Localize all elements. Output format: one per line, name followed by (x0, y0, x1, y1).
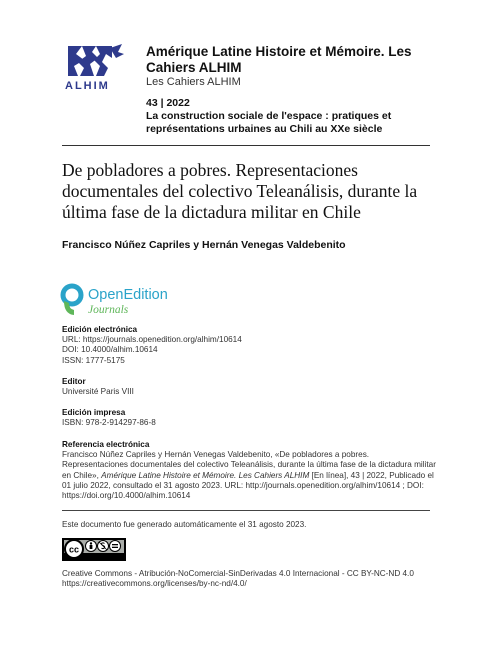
reference-heading: Referencia electrónica (62, 440, 150, 449)
reference-journal: Amérique Latine Histoire et Mémoire. Les Cahiers ALHIM (101, 470, 310, 480)
article-title: De pobladores a pobres. Representaciones documentales del colectivo Teleanálisis, durante la última fase de la dictadura militar en Chile (62, 160, 418, 222)
by-person-icon (86, 541, 97, 552)
alhim-logo-text: ALHIM (65, 80, 110, 92)
reference-section (62, 440, 442, 501)
issue-theme: La construction sociale de l'espace : pratiques et représentations urbaines au Chili au XXe siècle (146, 110, 392, 135)
electronic-edition-doi[interactable]: DOI: 10.4000/alhim.10614 (62, 345, 158, 355)
electronic-edition-issn: ISSN: 1777-5175 (62, 355, 125, 365)
generated-note: Este documento fue generado automáticamente el 31 agosto 2023. (62, 520, 307, 529)
journal-subtitle: Les Cahiers ALHIM (146, 76, 241, 88)
alhim-logo (62, 44, 128, 92)
reference-text (62, 450, 437, 501)
reference-text-end[interactable]: [En línea], 43 | 2022, Publicado el 01 julio 2022, consultado el 31 agosto 2023. URL: http://journals.openedition.org/alhim/10614 ; DOI: https://doi.org/10.4000/alhim.10614 (62, 470, 434, 501)
reference-text-start: Francisco Núñez Capriles y Hernán Venegas Valdebenito, «De pobladores a pobres. Representaciones documentales del colectivo Teleanálisis, durante la última fase de la dictadura militar en Chile», (62, 450, 436, 480)
issue-block (146, 97, 446, 136)
editor-heading: Editor (62, 377, 86, 386)
noderivatives-icon (110, 541, 121, 552)
header-divider (62, 145, 430, 146)
article-authors: Francisco Núñez Capriles y Hernán Venegas Valdebenito (62, 239, 346, 251)
alhim-emblem-icon (68, 44, 124, 76)
license-url[interactable]: https://creativecommons.org/licenses/by-nc-nd/4.0/ (62, 579, 247, 589)
footer-divider (62, 510, 430, 511)
issue-number: 43 | 2022 (146, 97, 190, 109)
cc-icon (65, 540, 83, 558)
editor-name: Université Paris VIII (62, 387, 134, 397)
openedition-logo (58, 282, 218, 318)
license-block (62, 569, 442, 589)
noncommercial-icon (98, 541, 109, 552)
electronic-edition-url[interactable]: URL: https://journals.openedition.org/alhim/10614 (62, 335, 242, 345)
electronic-edition-section (62, 325, 442, 366)
cc-license-badge[interactable] (62, 538, 126, 561)
openedition-emblem-icon (63, 286, 81, 315)
print-edition-section (62, 408, 442, 428)
openedition-tagline: Journals (88, 304, 129, 316)
print-edition-isbn: ISBN: 978-2-914297-86-8 (62, 418, 156, 428)
editor-section (62, 377, 442, 397)
print-edition-heading: Edición impresa (62, 408, 126, 417)
license-name: Creative Commons - Atribución-NoComercial-SinDerivadas 4.0 Internacional - CC BY-NC-ND 4.0 (62, 569, 414, 578)
electronic-edition-heading: Edición electrónica (62, 325, 138, 334)
cc-icon-text: cc (68, 544, 80, 555)
journal-title: Amérique Latine Histoire et Mémoire. Les Cahiers ALHIM (146, 44, 412, 75)
openedition-name: OpenEdition (88, 287, 168, 303)
